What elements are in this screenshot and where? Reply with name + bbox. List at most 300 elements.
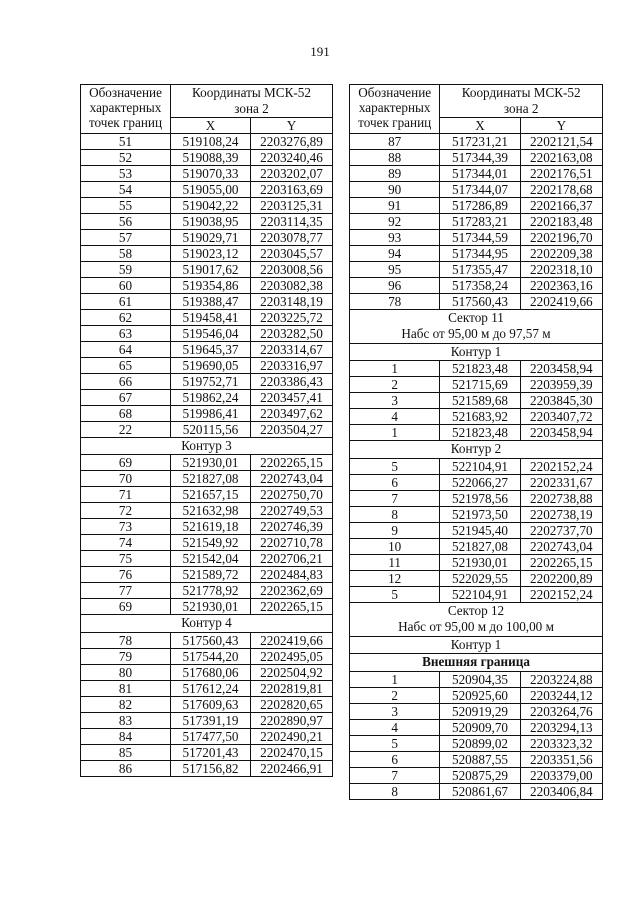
table-row xyxy=(350,458,603,474)
coord-y: 2202706,21 xyxy=(251,551,333,567)
table-row xyxy=(81,712,333,728)
point-number: 54 xyxy=(81,181,171,197)
coord-x: 517344,07 xyxy=(440,181,520,197)
contour-row xyxy=(350,441,603,459)
point-number: 90 xyxy=(350,181,440,197)
point-number: 69 xyxy=(81,599,171,615)
header-point-label xyxy=(350,85,440,134)
coord-x: 519388,47 xyxy=(171,293,251,309)
point-number: 66 xyxy=(81,373,171,389)
table-row xyxy=(81,213,333,229)
coord-x: 517355,47 xyxy=(440,261,520,277)
point-number: 84 xyxy=(81,728,171,744)
point-number: 95 xyxy=(350,261,440,277)
table-row xyxy=(81,197,333,213)
table-row xyxy=(81,680,333,696)
table-row xyxy=(350,197,603,213)
table-row xyxy=(81,503,333,519)
coord-x: 519752,71 xyxy=(171,373,251,389)
coord-x: 520875,29 xyxy=(440,767,520,783)
point-number: 2 xyxy=(350,377,440,393)
coord-y: 2203406,84 xyxy=(520,783,602,799)
contour-row xyxy=(350,636,603,654)
point-number: 83 xyxy=(81,712,171,728)
contour-row xyxy=(350,343,603,361)
coord-x: 521827,08 xyxy=(171,471,251,487)
point-number: 7 xyxy=(350,490,440,506)
table-row xyxy=(350,229,603,245)
coord-y: 2202419,66 xyxy=(251,632,333,648)
table-row xyxy=(350,671,603,687)
point-number: 4 xyxy=(350,719,440,735)
coord-y: 2202820,65 xyxy=(251,696,333,712)
header-label-line3: точек границ xyxy=(358,115,432,131)
coord-y: 2202470,15 xyxy=(251,744,333,760)
point-number: 7 xyxy=(350,767,440,783)
point-number: 70 xyxy=(81,471,171,487)
coord-x: 521549,92 xyxy=(171,535,251,551)
coord-x: 521778,92 xyxy=(171,583,251,599)
coord-y: 2202166,37 xyxy=(520,197,602,213)
point-number: 87 xyxy=(350,133,440,149)
coord-y: 2203294,13 xyxy=(520,719,602,735)
point-number: 53 xyxy=(81,165,171,181)
coord-x: 519038,95 xyxy=(171,213,251,229)
coord-y: 2203959,39 xyxy=(520,377,602,393)
point-number: 78 xyxy=(350,293,440,309)
coord-x: 517358,24 xyxy=(440,277,520,293)
coord-x: 517286,89 xyxy=(440,197,520,213)
point-number: 1 xyxy=(350,425,440,441)
table-row xyxy=(350,703,603,719)
point-number: 69 xyxy=(81,455,171,471)
sector-title xyxy=(350,309,603,343)
coord-y: 2202738,88 xyxy=(520,490,602,506)
point-number: 89 xyxy=(350,165,440,181)
header-label-line1: Обозначение xyxy=(358,85,432,100)
point-number: 58 xyxy=(81,245,171,261)
coord-y: 2202749,53 xyxy=(251,503,333,519)
point-number: 51 xyxy=(81,133,171,149)
coord-x: 517231,21 xyxy=(440,133,520,149)
coord-x: 517391,19 xyxy=(171,712,251,728)
table-row xyxy=(350,474,603,490)
point-number: 5 xyxy=(350,735,440,751)
table-row xyxy=(81,341,333,357)
table-row xyxy=(350,149,603,165)
point-number: 61 xyxy=(81,293,171,309)
point-number: 5 xyxy=(350,458,440,474)
coordinates-table-left xyxy=(80,84,333,777)
coord-y: 2202121,54 xyxy=(520,133,602,149)
table-row xyxy=(81,551,333,567)
sector-name: Сектор 11 xyxy=(448,309,504,325)
coord-y: 2203458,94 xyxy=(520,425,602,441)
coord-x: 520909,70 xyxy=(440,719,520,735)
coord-y: 2202710,78 xyxy=(251,535,333,551)
coord-x: 517612,24 xyxy=(171,680,251,696)
coord-x: 519029,71 xyxy=(171,229,251,245)
table-row xyxy=(350,181,603,197)
coord-x: 517680,06 xyxy=(171,664,251,680)
coord-y: 2203125,31 xyxy=(251,197,333,213)
coord-x: 519017,62 xyxy=(171,261,251,277)
coord-x: 522029,55 xyxy=(440,570,520,586)
contour-title: Контур 2 xyxy=(350,441,603,459)
table-row xyxy=(81,648,333,664)
coord-y: 2203458,94 xyxy=(520,361,602,377)
coord-y: 2202363,16 xyxy=(520,277,602,293)
table-row xyxy=(350,361,603,377)
coord-x: 521632,98 xyxy=(171,503,251,519)
table-row xyxy=(350,570,603,586)
coord-x: 521589,68 xyxy=(440,393,520,409)
table-row xyxy=(81,293,333,309)
header-coords-line1: Координаты МСК-52 xyxy=(461,85,581,100)
table-row xyxy=(81,455,333,471)
coord-x: 521589,72 xyxy=(171,567,251,583)
point-number: 62 xyxy=(81,309,171,325)
table-row xyxy=(350,393,603,409)
table-row xyxy=(350,538,603,554)
point-number: 80 xyxy=(81,664,171,680)
point-number: 91 xyxy=(350,197,440,213)
table-row xyxy=(81,421,333,437)
table-row xyxy=(81,357,333,373)
coord-y: 2202743,04 xyxy=(520,538,602,554)
contour-title: Контур 1 xyxy=(350,343,603,361)
coord-x: 521930,01 xyxy=(171,599,251,615)
table-row xyxy=(81,165,333,181)
coord-x: 519354,86 xyxy=(171,277,251,293)
coord-x: 519088,39 xyxy=(171,149,251,165)
coord-y: 2202746,39 xyxy=(251,519,333,535)
coord-y: 2202152,24 xyxy=(520,458,602,474)
coord-y: 2203351,56 xyxy=(520,751,602,767)
header-coordinates xyxy=(440,85,603,118)
contour-title: Контур 4 xyxy=(81,615,333,633)
table-row xyxy=(350,245,603,261)
table-row xyxy=(81,535,333,551)
header-x: X xyxy=(171,117,251,133)
coord-y: 2202176,51 xyxy=(520,165,602,181)
coord-y: 2202331,67 xyxy=(520,474,602,490)
table-row xyxy=(81,664,333,680)
coord-y: 2203276,89 xyxy=(251,133,333,149)
coord-y: 2203078,77 xyxy=(251,229,333,245)
coord-y: 2203379,00 xyxy=(520,767,602,783)
point-number: 86 xyxy=(81,760,171,776)
coord-x: 520919,29 xyxy=(440,703,520,719)
coord-x: 519458,41 xyxy=(171,309,251,325)
point-number: 12 xyxy=(350,570,440,586)
coord-y: 2202737,70 xyxy=(520,522,602,538)
coord-x: 517156,82 xyxy=(171,760,251,776)
header-point-label xyxy=(81,85,171,134)
point-number: 3 xyxy=(350,393,440,409)
point-number: 79 xyxy=(81,648,171,664)
coord-x: 519645,37 xyxy=(171,341,251,357)
coord-x: 519546,04 xyxy=(171,325,251,341)
coord-y: 2202484,83 xyxy=(251,567,333,583)
coord-y: 2202890,97 xyxy=(251,712,333,728)
coord-x: 517283,21 xyxy=(440,213,520,229)
coord-y: 2202738,19 xyxy=(520,506,602,522)
table-row xyxy=(350,687,603,703)
point-number: 74 xyxy=(81,535,171,551)
coord-y: 2202318,10 xyxy=(520,261,602,277)
point-number: 68 xyxy=(81,405,171,421)
coord-x: 521827,08 xyxy=(440,538,520,554)
coord-y: 2202152,24 xyxy=(520,586,602,602)
sector-height-range: Набс от 95,00 м до 97,57 м xyxy=(401,326,551,342)
coord-y: 2203148,19 xyxy=(251,293,333,309)
point-number: 1 xyxy=(350,671,440,687)
coord-x: 519042,22 xyxy=(171,197,251,213)
coord-x: 521930,01 xyxy=(171,455,251,471)
coord-y: 2203008,56 xyxy=(251,261,333,277)
coord-y: 2203316,97 xyxy=(251,357,333,373)
point-number: 82 xyxy=(81,696,171,712)
header-label-line1: Обозначение xyxy=(89,85,162,100)
point-number: 55 xyxy=(81,197,171,213)
header-label-line3: точек границ xyxy=(88,115,163,131)
coord-y: 2203407,72 xyxy=(520,409,602,425)
table-row xyxy=(350,522,603,538)
coord-y: 2202362,69 xyxy=(251,583,333,599)
table-row xyxy=(350,213,603,229)
coord-y: 2203845,30 xyxy=(520,393,602,409)
point-number: 93 xyxy=(350,229,440,245)
coord-y: 2202209,38 xyxy=(520,245,602,261)
point-number: 92 xyxy=(350,213,440,229)
coord-x: 521973,50 xyxy=(440,506,520,522)
point-number: 3 xyxy=(350,703,440,719)
coord-x: 520925,60 xyxy=(440,687,520,703)
coord-y: 2202200,89 xyxy=(520,570,602,586)
point-number: 1 xyxy=(350,361,440,377)
point-number: 10 xyxy=(350,538,440,554)
table-row xyxy=(81,567,333,583)
coord-x: 519862,24 xyxy=(171,389,251,405)
point-number: 56 xyxy=(81,213,171,229)
coord-y: 2202504,92 xyxy=(251,664,333,680)
header-coords-line1: Координаты МСК-52 xyxy=(192,85,311,100)
point-number: 73 xyxy=(81,519,171,535)
table-row xyxy=(350,277,603,293)
coord-x: 522066,27 xyxy=(440,474,520,490)
coord-x: 519055,00 xyxy=(171,181,251,197)
table-row xyxy=(81,373,333,389)
coord-y: 2203163,69 xyxy=(251,181,333,197)
coord-x: 521683,92 xyxy=(440,409,520,425)
table-row xyxy=(81,405,333,421)
coord-x: 517560,43 xyxy=(171,632,251,648)
coord-x: 517344,59 xyxy=(440,229,520,245)
table-row xyxy=(81,149,333,165)
point-number: 60 xyxy=(81,277,171,293)
point-number: 85 xyxy=(81,744,171,760)
point-number: 22 xyxy=(81,421,171,437)
coord-x: 520899,02 xyxy=(440,735,520,751)
point-number: 94 xyxy=(350,245,440,261)
page-number: 191 xyxy=(310,44,330,59)
coord-y: 2203282,50 xyxy=(251,325,333,341)
coord-x: 517560,43 xyxy=(440,293,520,309)
coord-y: 2202490,21 xyxy=(251,728,333,744)
point-number: 81 xyxy=(81,680,171,696)
table-row xyxy=(350,506,603,522)
header-y: Y xyxy=(251,117,333,133)
header-coords-line2: зона 2 xyxy=(234,100,269,116)
point-number: 59 xyxy=(81,261,171,277)
point-number: 6 xyxy=(350,751,440,767)
coord-x: 520861,67 xyxy=(440,783,520,799)
header-coordinates xyxy=(171,85,333,118)
coord-x: 521930,01 xyxy=(440,554,520,570)
coord-y: 2202178,68 xyxy=(520,181,602,197)
table-row xyxy=(350,767,603,783)
table-row xyxy=(350,751,603,767)
coord-x: 520887,55 xyxy=(440,751,520,767)
coord-y: 2202196,70 xyxy=(520,229,602,245)
coord-y: 2202183,48 xyxy=(520,213,602,229)
coord-y: 2202265,15 xyxy=(251,455,333,471)
point-number: 8 xyxy=(350,506,440,522)
coord-y: 2202495,05 xyxy=(251,648,333,664)
table-row xyxy=(81,599,333,615)
coord-x: 520115,56 xyxy=(171,421,251,437)
table-row xyxy=(350,293,603,309)
coord-y: 2202750,70 xyxy=(251,487,333,503)
coord-y: 2203240,46 xyxy=(251,149,333,165)
coord-y: 2203314,67 xyxy=(251,341,333,357)
table-row xyxy=(81,632,333,648)
table-row xyxy=(81,229,333,245)
coord-x: 521823,48 xyxy=(440,361,520,377)
table-row xyxy=(81,325,333,341)
coord-x: 521542,04 xyxy=(171,551,251,567)
table-row xyxy=(81,583,333,599)
coord-y: 2202466,91 xyxy=(251,760,333,776)
point-number: 88 xyxy=(350,149,440,165)
coord-x: 517201,43 xyxy=(171,744,251,760)
coord-y: 2202265,15 xyxy=(251,599,333,615)
table-row xyxy=(81,744,333,760)
point-number: 63 xyxy=(81,325,171,341)
coord-x: 521619,18 xyxy=(171,519,251,535)
table-body-right xyxy=(350,133,603,799)
coord-x: 517344,39 xyxy=(440,149,520,165)
coord-y: 2203497,62 xyxy=(251,405,333,421)
contour-row xyxy=(81,437,333,455)
coord-x: 517544,20 xyxy=(171,648,251,664)
coord-x: 521978,56 xyxy=(440,490,520,506)
table-row xyxy=(81,277,333,293)
coord-x: 521823,48 xyxy=(440,425,520,441)
contour-title: Контур 1 xyxy=(350,636,603,654)
point-number: 4 xyxy=(350,409,440,425)
coord-y: 2203045,57 xyxy=(251,245,333,261)
table-row xyxy=(81,519,333,535)
contour-title: Внешняя граница xyxy=(350,654,603,672)
table-row xyxy=(350,783,603,799)
table-row xyxy=(350,735,603,751)
header-y: Y xyxy=(520,117,602,133)
table-row xyxy=(81,696,333,712)
table-row xyxy=(81,760,333,776)
table-body-left xyxy=(81,133,333,776)
header-coords-line2: зона 2 xyxy=(503,100,539,116)
coord-x: 519023,12 xyxy=(171,245,251,261)
point-number: 77 xyxy=(81,583,171,599)
coord-x: 519108,24 xyxy=(171,133,251,149)
coord-x: 519986,41 xyxy=(171,405,251,421)
coord-y: 2203264,76 xyxy=(520,703,602,719)
coordinates-table-right xyxy=(349,84,603,800)
coord-x: 517344,01 xyxy=(440,165,520,181)
coord-y: 2202819,81 xyxy=(251,680,333,696)
point-number: 52 xyxy=(81,149,171,165)
point-number: 64 xyxy=(81,341,171,357)
sector-height-range: Набс от 95,00 м до 100,00 м xyxy=(398,619,554,635)
coord-y: 2203323,32 xyxy=(520,735,602,751)
coord-x: 521715,69 xyxy=(440,377,520,393)
point-number: 11 xyxy=(350,554,440,570)
coord-x: 517344,95 xyxy=(440,245,520,261)
point-number: 76 xyxy=(81,567,171,583)
table-row xyxy=(81,389,333,405)
coord-y: 2202419,66 xyxy=(520,293,602,309)
header-label-line2: характерных xyxy=(89,100,162,116)
coord-y: 2202163,08 xyxy=(520,149,602,165)
table-row xyxy=(350,425,603,441)
table-row xyxy=(81,309,333,325)
table-row xyxy=(350,377,603,393)
coord-y: 2203504,27 xyxy=(251,421,333,437)
contour-title: Контур 3 xyxy=(81,437,333,455)
sector-row xyxy=(350,602,603,636)
coord-x: 521657,15 xyxy=(171,487,251,503)
coord-x: 517477,50 xyxy=(171,728,251,744)
coord-y: 2203202,07 xyxy=(251,165,333,181)
coord-x: 519690,05 xyxy=(171,357,251,373)
point-number: 78 xyxy=(81,632,171,648)
coord-y: 2202265,15 xyxy=(520,554,602,570)
table-row xyxy=(350,261,603,277)
sector-title xyxy=(350,602,603,636)
table-row xyxy=(81,133,333,149)
point-number: 71 xyxy=(81,487,171,503)
header-x: X xyxy=(440,117,520,133)
point-number: 8 xyxy=(350,783,440,799)
coord-y: 2203225,72 xyxy=(251,309,333,325)
coord-x: 522104,91 xyxy=(440,458,520,474)
table-row xyxy=(350,719,603,735)
table-row xyxy=(350,165,603,181)
point-number: 9 xyxy=(350,522,440,538)
contour-row xyxy=(81,615,333,633)
sector-row xyxy=(350,309,603,343)
coord-x: 519070,33 xyxy=(171,165,251,181)
coord-x: 521945,40 xyxy=(440,522,520,538)
coord-x: 517609,63 xyxy=(171,696,251,712)
point-number: 65 xyxy=(81,357,171,373)
table-row xyxy=(350,586,603,602)
table-row xyxy=(81,261,333,277)
coord-y: 2203244,12 xyxy=(520,687,602,703)
coord-x: 520904,35 xyxy=(440,671,520,687)
